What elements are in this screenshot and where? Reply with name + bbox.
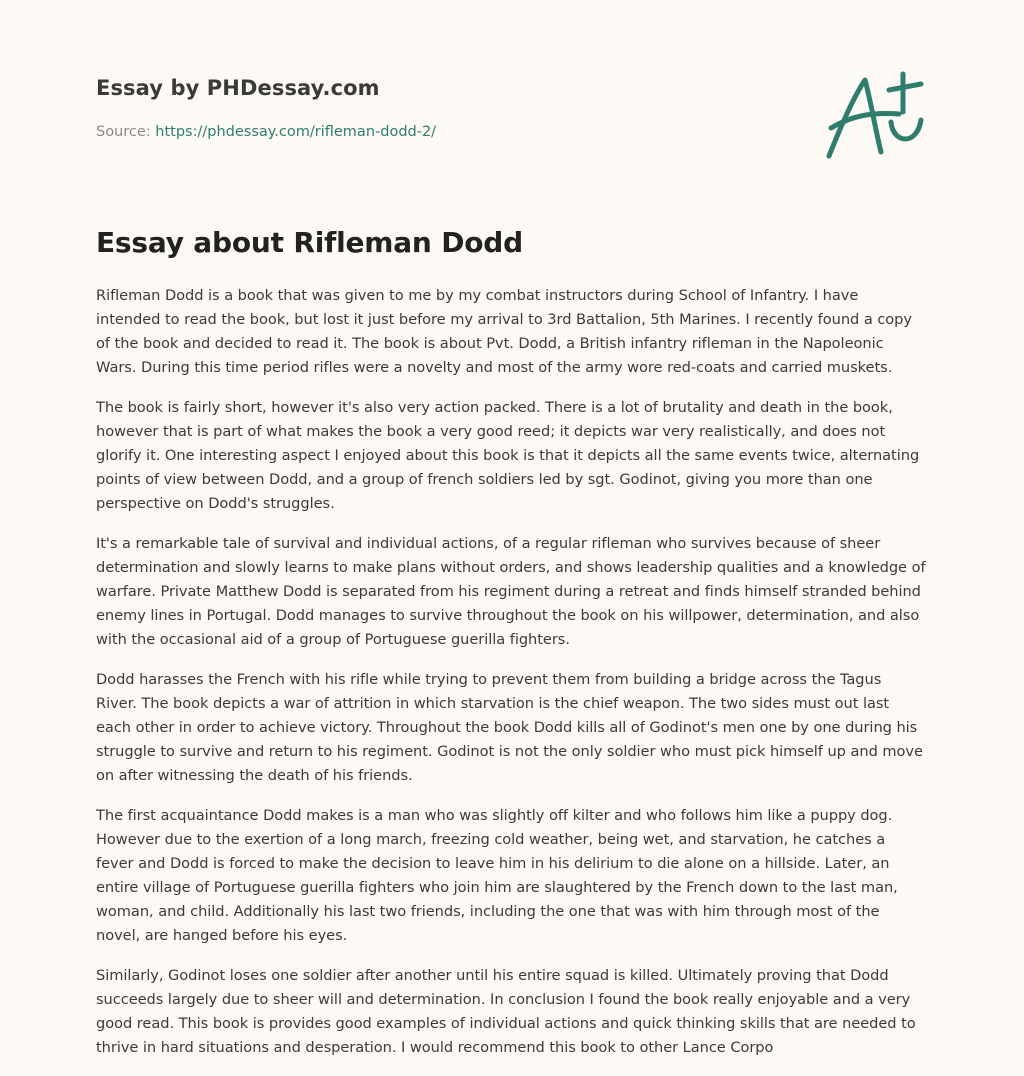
source-line xyxy=(96,124,436,140)
essay-paragraph: It's a remarkable tale of survival and individual actions, of a regular rifleman who survives because of sheer determination and slowly learns to make plans without orders, and shows leadership qualities and a knowledge of warfare. Private Matthew Dodd is separated from his regiment during a retreat and finds himself stranded behind enemy lines in Portugal. Dodd manages to survive throughout the book on his willpower, determination, and also with the occasional aid of a group of Portuguese guerilla fighters. xyxy=(96,535,926,648)
essay-paragraph: Dodd harasses the French with his rifle while trying to prevent them from building a bridge across the Tagus River. The book depicts a war of attrition in which starvation is the chief weapon. The two sides must out last each other in order to achieve victory. Throughout the book Dodd kills all of Godinot's men one by one during his struggle to survive and return to his regiment. Godinot is not the only soldier who must pick himself up and move on after witnessing the death of his friends. xyxy=(96,671,923,784)
essay-paragraph: Rifleman Dodd is a book that was given to me by my combat instructors during School of Infantry. I have intended to read the book, but lost it just before my arrival to 3rd Battalion, 5th Marines. I recently found a copy of the book and decided to read it. The book is about Pvt. Dodd, a British infantry rifleman in the Napoleonic Wars. During this time period rifles were a novelty and most of the army wore red-coats and carried muskets. xyxy=(96,287,912,376)
site-brand: Essay by PHDessay.com xyxy=(96,76,380,100)
a-plus-logo-icon xyxy=(821,66,931,166)
source-link[interactable]: https://phdessay.com/rifleman-dodd-2/ xyxy=(155,124,437,140)
essay-body xyxy=(96,284,926,1076)
essay-title: Essay about Rifleman Dodd xyxy=(96,226,523,259)
source-label: Source: xyxy=(96,124,156,140)
essay-paragraph: Similarly, Godinot loses one soldier after another until his entire squad is killed. Ultimately proving that Dodd succeeds largely due to sheer will and determination. In conclusion I found the book really enjoyable and a very good read. This book is provides good examples of individual actions and quick thinking skills that are needed to thrive in hard situations and desperation. I would recommend this book to other Lance Corpo xyxy=(96,967,916,1056)
essay-paragraph: The first acquaintance Dodd makes is a man who was slightly off kilter and who follows him like a puppy dog. However due to the exertion of a long march, freezing cold weather, being wet, and starvation, he catches a fever and Dodd is forced to make the decision to leave him in his delirium to die alone on a hillside. Later, an entire village of Portuguese guerilla fighters who join him are slaughtered by the French down to the last man, woman, and child. Additionally his last two friends, including the one that was with him through most of the novel, are hanged before his eyes. xyxy=(96,807,898,944)
essay-paragraph: The book is fairly short, however it's also very action packed. There is a lot of brutality and death in the book, however that is part of what makes the book a very good reed; it depicts war very realistically, and does not glorify it. One interesting aspect I enjoyed about this book is that it depicts all the same events twice, alternating points of view between Dodd, and a group of french soldiers led by sgt. Godinot, giving you more than one perspective on Dodd's struggles. xyxy=(96,399,920,512)
essay-page xyxy=(96,0,926,1076)
